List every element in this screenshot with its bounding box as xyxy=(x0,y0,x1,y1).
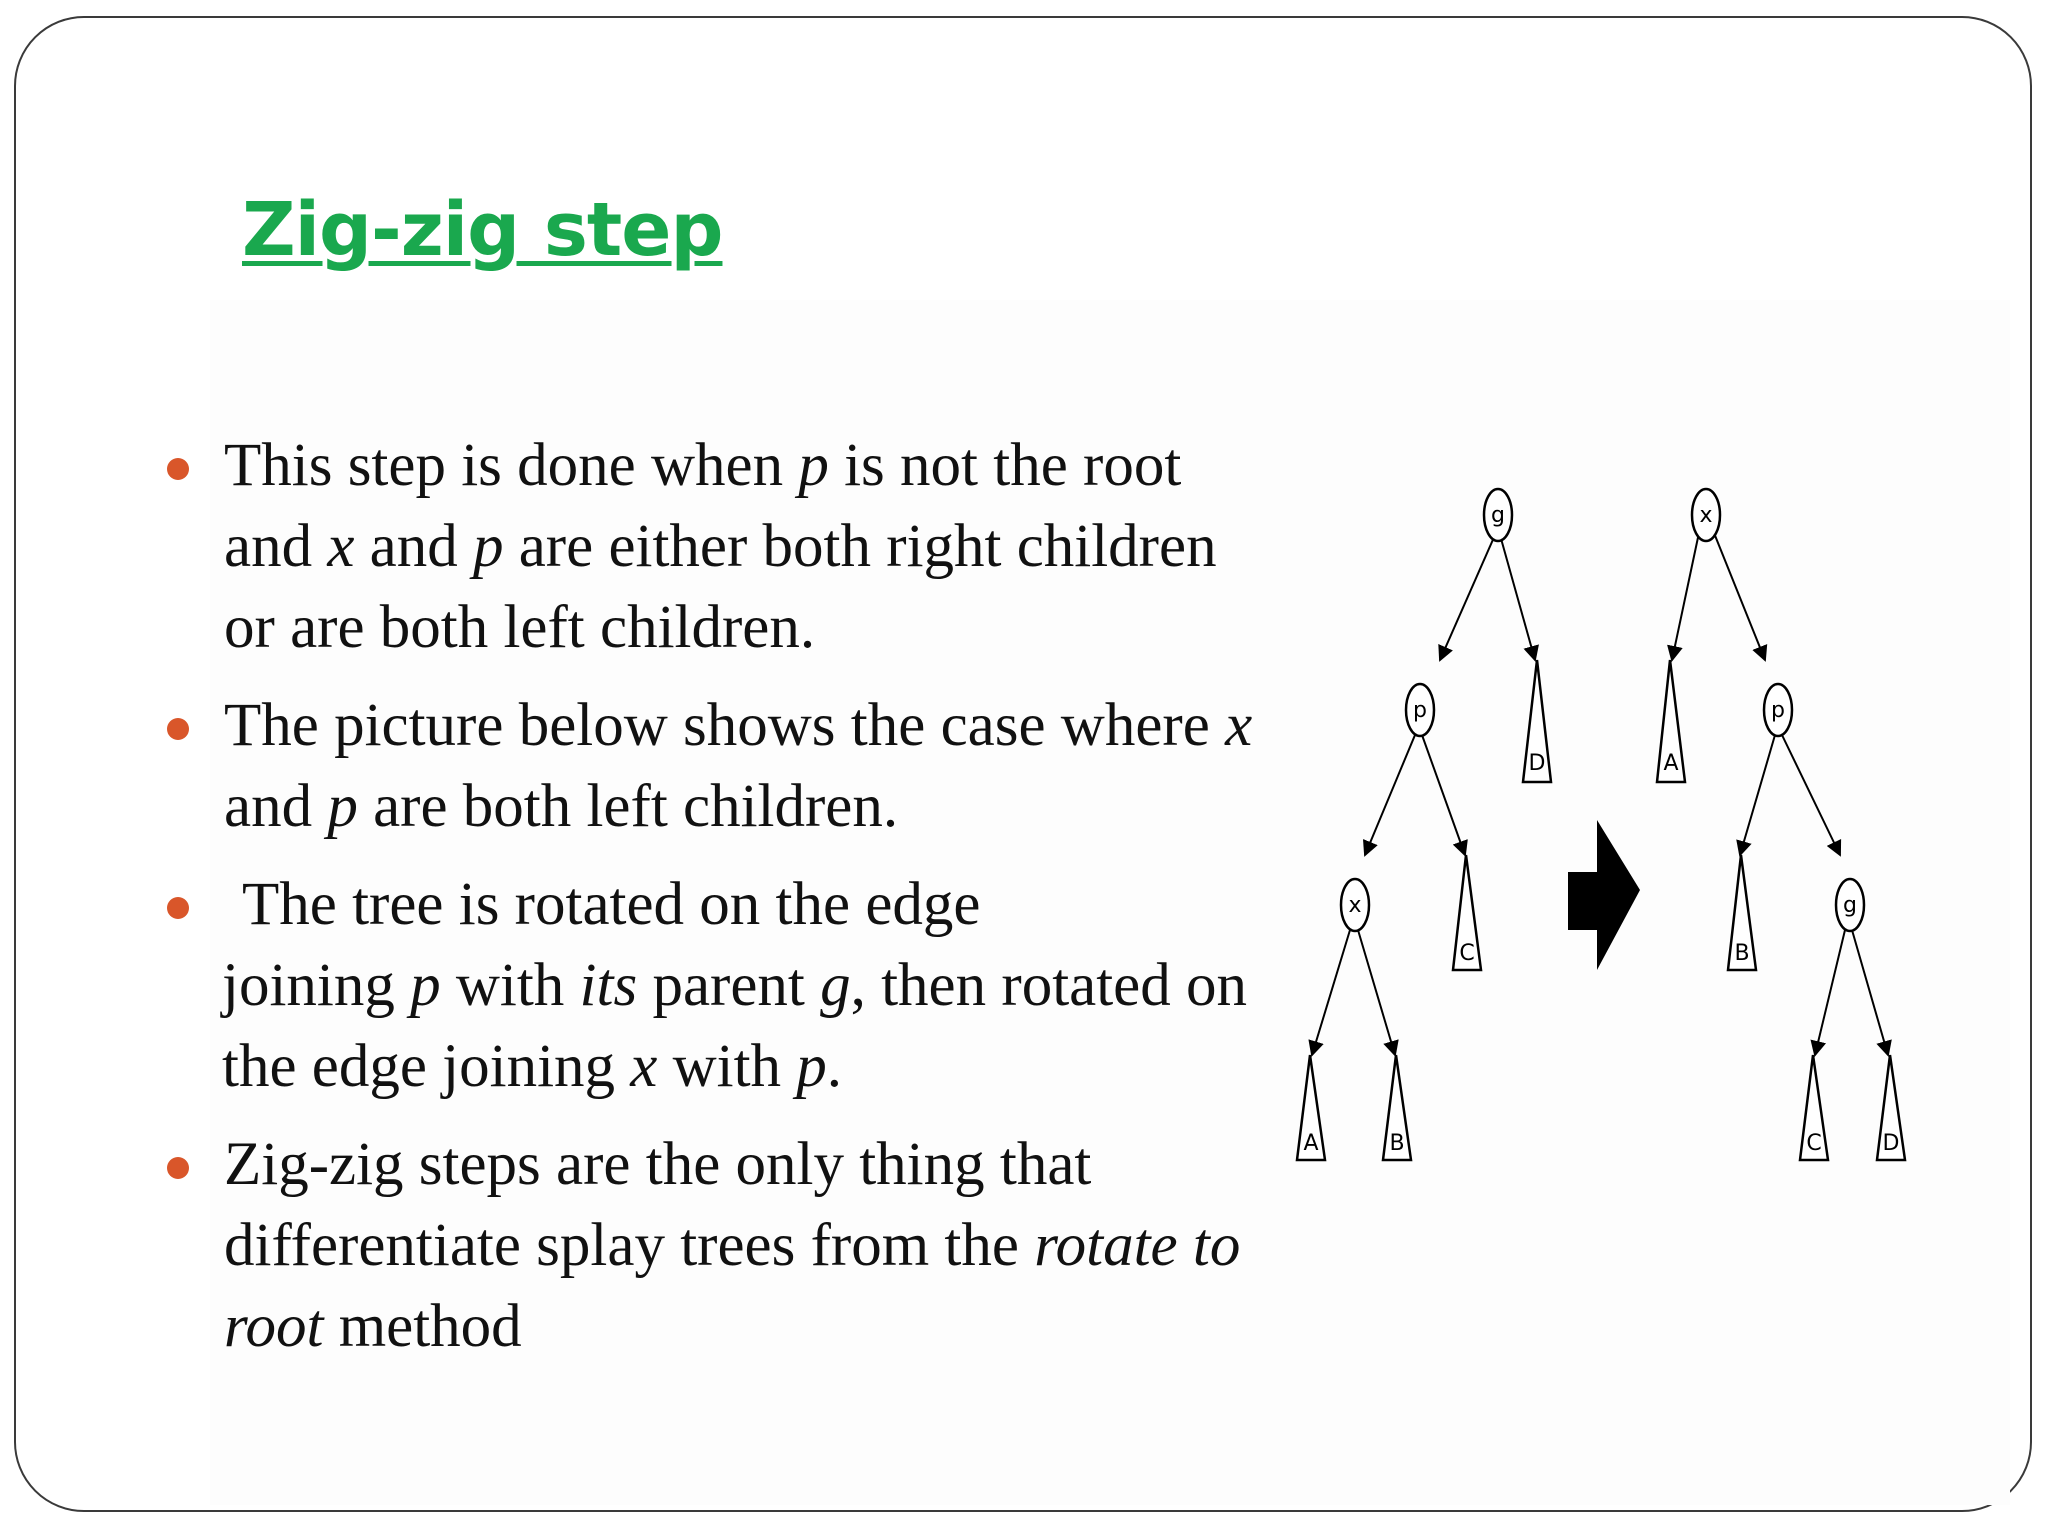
bullet-item: The picture below shows the case where x and p are both left children. xyxy=(160,685,1260,847)
node-x-root xyxy=(1692,489,1720,541)
bullet-item: Zig-zig steps are the only thing that differentiate splay trees from the rotate to root method xyxy=(160,1124,1260,1367)
tree-before xyxy=(1312,535,1535,1055)
svg-text:C: C xyxy=(1806,1131,1822,1156)
svg-text:x: x xyxy=(1699,503,1713,528)
subtree-C xyxy=(1453,855,1481,970)
svg-text:B: B xyxy=(1734,941,1750,966)
svg-text:g: g xyxy=(1491,503,1505,528)
svg-text:p: p xyxy=(1413,698,1427,723)
svg-text:A: A xyxy=(1303,1131,1319,1156)
subtree-A-after xyxy=(1657,660,1685,782)
subtree-B-after xyxy=(1728,855,1756,970)
svg-text:p: p xyxy=(1771,698,1785,723)
svg-text:x: x xyxy=(1348,893,1362,918)
node-g xyxy=(1484,489,1512,541)
bullet-dot-icon xyxy=(167,458,189,480)
subtree-A xyxy=(1297,1055,1325,1160)
right-arrow-icon xyxy=(1568,820,1640,970)
node-x xyxy=(1341,879,1369,931)
bullet-dot-icon xyxy=(167,718,189,740)
svg-text:g: g xyxy=(1843,893,1857,918)
svg-text:C: C xyxy=(1459,941,1475,966)
svg-text:D: D xyxy=(1882,1131,1900,1156)
node-p xyxy=(1406,684,1434,736)
bullet-dot-icon xyxy=(167,1157,189,1179)
bullet-item: The tree is rotated on the edge joining p with its parent g, then rotated on the edge joining x with p. xyxy=(160,864,1260,1107)
node-p-after xyxy=(1764,684,1792,736)
node-g-after xyxy=(1836,879,1864,931)
svg-text:A: A xyxy=(1663,751,1679,776)
bullet-list xyxy=(160,425,1260,1384)
svg-text:D: D xyxy=(1528,751,1546,776)
svg-text:B: B xyxy=(1389,1131,1405,1156)
subtree-C-after xyxy=(1800,1055,1828,1160)
subtree-D xyxy=(1523,660,1551,782)
subtree-B xyxy=(1383,1055,1411,1160)
splay-rotation-diagram xyxy=(1270,470,1940,1190)
bullet-dot-icon xyxy=(167,897,189,919)
subtree-D-after xyxy=(1877,1055,1905,1160)
slide-title: Zig-zig step xyxy=(242,187,723,273)
tree-after xyxy=(1672,528,1888,1055)
bullet-item: This step is done when p is not the root and x and p are either both right children or are both left children. xyxy=(160,425,1260,668)
